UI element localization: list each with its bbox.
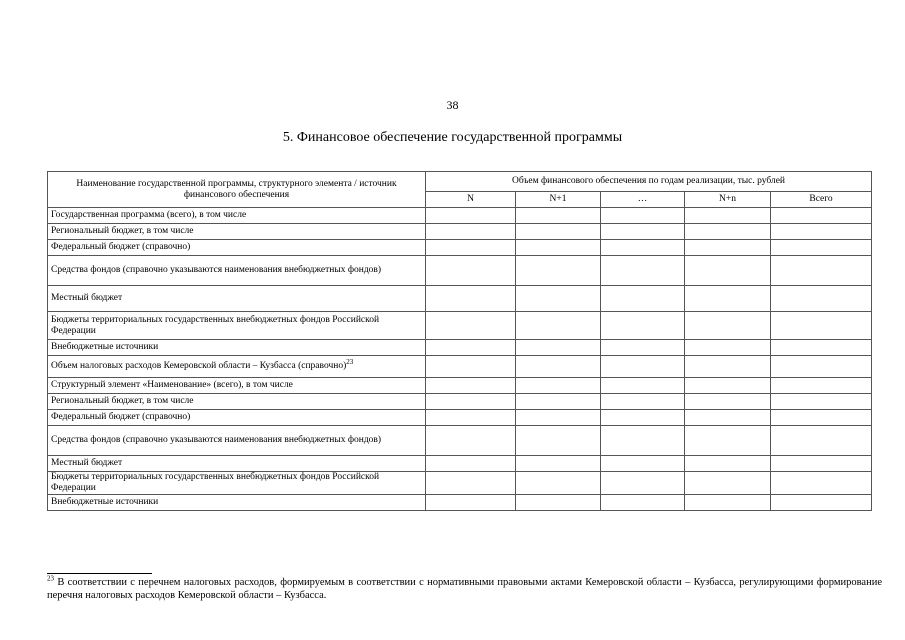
row-name-cell [48,378,426,394]
row-name-cell [48,356,426,378]
value-cell [771,224,872,240]
value-cell [771,378,872,394]
value-cell [685,224,771,240]
row-name-cell [48,426,426,456]
row-name: Бюджеты территориальных государственных внебюджетных фондов Российской Федерации [51,472,380,493]
value-cell [685,286,771,312]
value-cell [601,394,685,410]
value-cell [516,356,601,378]
value-cell [685,256,771,286]
row-name: Местный бюджет [51,293,123,303]
value-cell [601,495,685,511]
value-cell [426,495,516,511]
table-row [48,240,872,256]
value-cell [771,495,872,511]
value-cell [771,256,872,286]
table-row [48,410,872,426]
value-cell [516,495,601,511]
value-cell [771,286,872,312]
row-name: Государственная программа (всего), в том числе [51,210,247,220]
value-cell [685,312,771,340]
value-cell [601,378,685,394]
value-cell [601,356,685,378]
name-column-header: Наименование государственной программы, структурного элемента / источник финансового обеспечения [48,172,426,208]
row-name-cell [48,286,426,312]
value-cell [516,378,601,394]
table-row [48,472,872,495]
row-name: Средства фондов (справочно указываются наименования внебюджетных фондов) [51,435,382,445]
row-name: Бюджеты территориальных государственных внебюджетных фондов Российской Федерации [51,314,380,336]
value-cell [426,256,516,286]
year-header: … [601,192,685,208]
value-cell [516,312,601,340]
value-cell [771,426,872,456]
value-cell [685,356,771,378]
value-cell [516,394,601,410]
value-cell [685,240,771,256]
table-row [48,378,872,394]
value-cell [685,410,771,426]
value-cell [771,394,872,410]
row-name-cell [48,240,426,256]
value-cell [516,208,601,224]
value-cell [771,472,872,495]
value-cell [426,224,516,240]
row-name: Федеральный бюджет (справочно) [51,412,191,422]
row-name-cell [48,224,426,240]
row-name-cell [48,472,426,495]
row-name-cell [48,256,426,286]
value-cell [601,410,685,426]
year-header: Всего [771,192,872,208]
value-cell [601,340,685,356]
value-cell [771,410,872,426]
row-name: Структурный элемент «Наименование» (всего), в том числе [51,380,293,390]
value-cell [601,312,685,340]
value-cell [426,286,516,312]
value-cell [516,340,601,356]
year-header: N+n [685,192,771,208]
footnote-rule [47,573,152,574]
row-name-cell [48,312,426,340]
value-cell [426,208,516,224]
value-cell [426,472,516,495]
value-cell [426,394,516,410]
value-cell [516,224,601,240]
value-cell [685,472,771,495]
row-name-cell [48,208,426,224]
footnote [47,576,882,602]
table-row [48,356,872,378]
value-cell [771,312,872,340]
row-name: Внебюджетные источники [51,497,159,507]
value-cell [601,240,685,256]
table-row [48,495,872,511]
value-cell [685,394,771,410]
value-cell [426,410,516,426]
row-name-cell [48,456,426,472]
value-cell [516,426,601,456]
value-cell [771,240,872,256]
value-cell [685,378,771,394]
value-cell [426,356,516,378]
row-name: Средства фондов (справочно указываются наименования внебюджетных фондов) [51,265,382,275]
value-cell [426,312,516,340]
value-cell [771,456,872,472]
footnote-marker: 23 [47,574,54,583]
value-cell [601,256,685,286]
row-name-cell [48,340,426,356]
value-cell [601,456,685,472]
row-name: Региональный бюджет, в том числе [51,396,194,406]
table-row [48,426,872,456]
value-cell [516,410,601,426]
table-row [48,340,872,356]
row-name-cell [48,495,426,511]
value-cell [685,208,771,224]
value-cell [685,426,771,456]
value-cell [685,456,771,472]
row-name-cell [48,410,426,426]
value-cell [601,224,685,240]
row-name: Федеральный бюджет (справочно) [51,242,191,252]
table-row [48,456,872,472]
table-row [48,312,872,340]
value-cell [426,456,516,472]
value-cell [685,495,771,511]
value-cell [516,286,601,312]
section-title: 5. Финансовое обеспечение государственной программы [282,130,623,145]
value-cell [601,208,685,224]
value-cell [771,356,872,378]
row-name-cell [48,394,426,410]
year-header: N [426,192,516,208]
footnote-text: В соответствии с перечнем налоговых расходов, формируемым в соответствии с нормативными правовыми актами Кемеровской области – Кузбасса, регулирующими формирование перечня налоговых расходов Кемеровской области – Кузбасса. [47,577,882,601]
value-cell [516,256,601,286]
row-name: Региональный бюджет, в том числе [51,226,194,236]
value-cell [771,340,872,356]
value-cell [426,426,516,456]
value-cell [426,240,516,256]
row-name: Объем налоговых расходов Кемеровской области – Кузбасса (справочно) [51,361,347,371]
page-number: 38 [446,98,459,112]
value-cell [516,240,601,256]
row-name: Внебюджетные источники [51,342,159,352]
row-name: Местный бюджет [51,458,123,468]
value-cell [601,472,685,495]
value-cell [601,286,685,312]
value-cell [426,340,516,356]
value-cell [516,456,601,472]
value-cell [426,378,516,394]
financing-table [47,171,872,511]
table-row [48,394,872,410]
table-row [48,286,872,312]
value-cell [685,340,771,356]
footnote-reference: 23 [346,357,354,366]
value-cell [771,208,872,224]
year-header: N+1 [516,192,601,208]
value-cell [516,472,601,495]
table-row [48,256,872,286]
table-row [48,208,872,224]
table-row [48,224,872,240]
volume-column-header: Объем финансового обеспечения по годам реализации, тыс. рублей [426,172,872,192]
value-cell [601,426,685,456]
